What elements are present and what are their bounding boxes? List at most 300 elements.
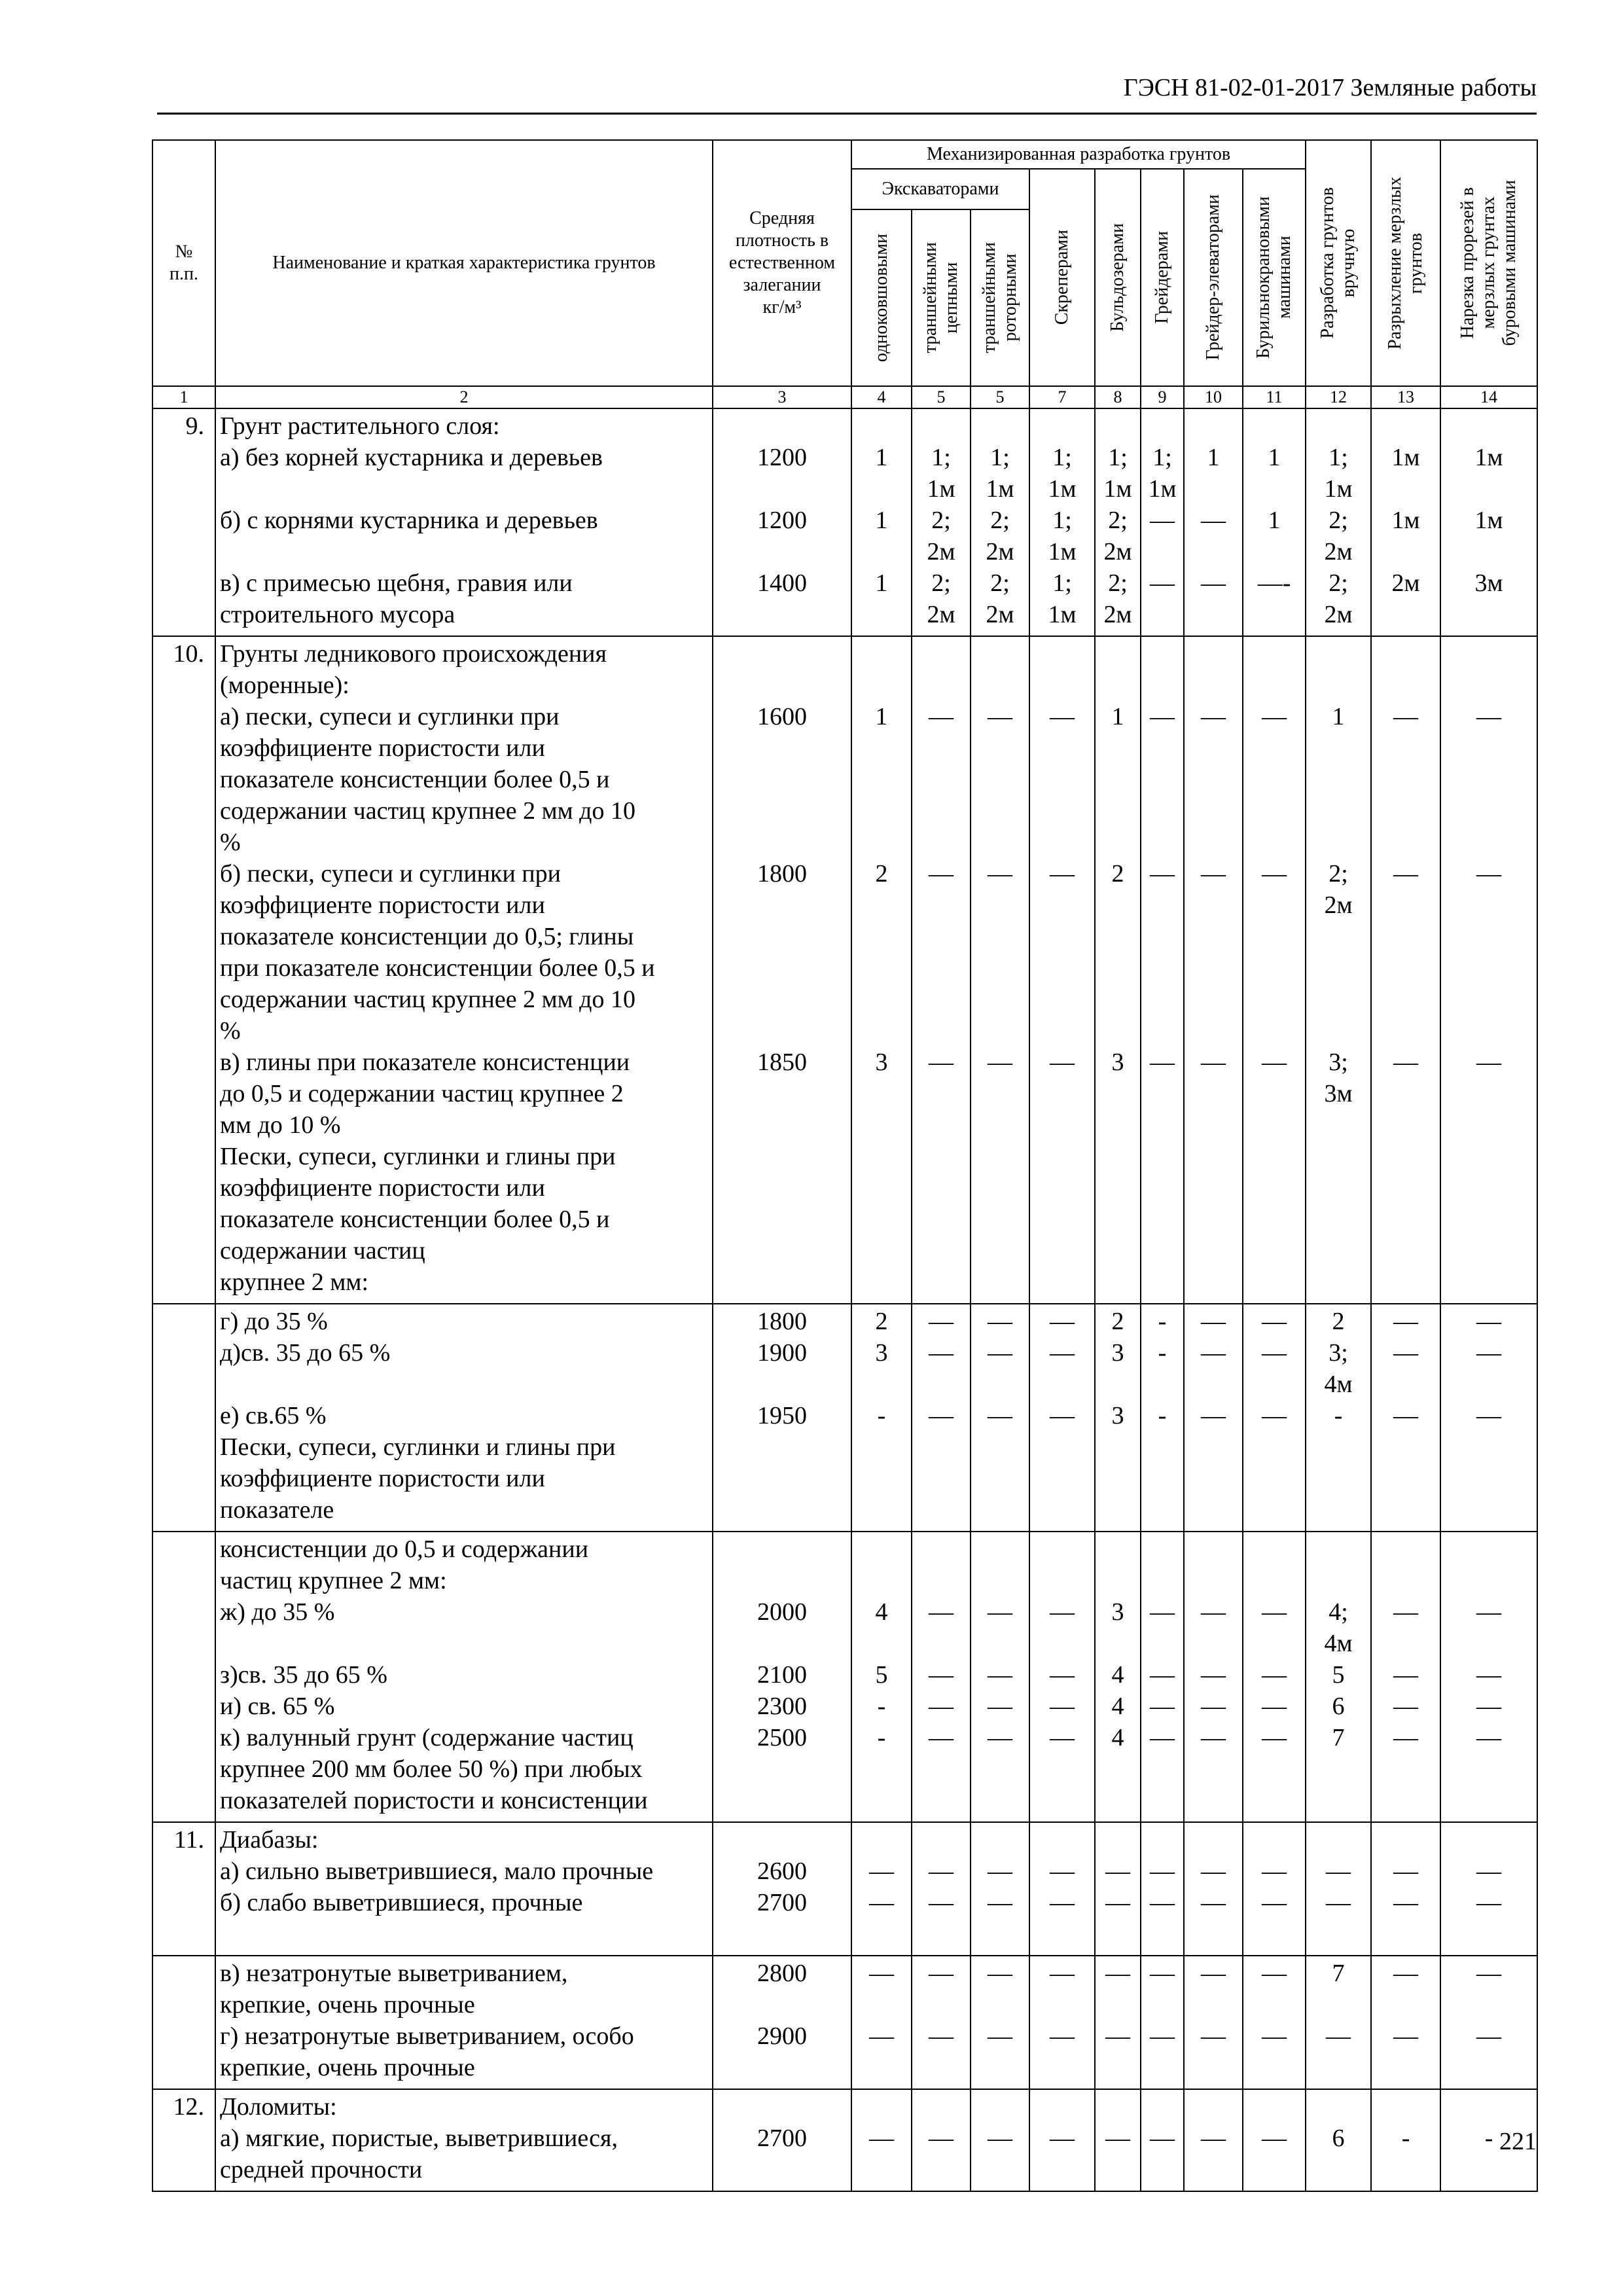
cell-value — [1098, 1785, 1137, 1816]
cell-value — [974, 1431, 1026, 1463]
cell-value — [1144, 1918, 1181, 1950]
cell-value: 3 — [1111, 1049, 1124, 1076]
cell-value — [974, 410, 1026, 442]
cell-value: — — [1326, 1889, 1351, 1916]
table-cell — [851, 1822, 912, 1956]
soil-description-line: к) валунный грунт (содержание частиц — [220, 1724, 633, 1751]
cell-value — [1098, 1235, 1137, 1266]
cell-value — [855, 921, 908, 952]
cell-value: 1 — [1268, 444, 1281, 471]
cell-value — [1144, 1628, 1181, 1659]
cell-value — [716, 1369, 848, 1400]
cell-value — [1033, 732, 1092, 764]
cell-value — [1144, 670, 1181, 701]
cell-value — [1444, 1109, 1534, 1141]
cell-value — [915, 732, 967, 764]
cell-value: — — [929, 1693, 954, 1720]
cell-value — [1444, 1753, 1534, 1785]
cell-value — [1033, 795, 1092, 827]
cell-value — [1098, 889, 1137, 921]
col5-header: траншейными цепными — [912, 209, 971, 386]
cell-value: — — [1050, 1960, 1075, 1987]
table-cell — [851, 1532, 912, 1822]
cell-value — [974, 2091, 1026, 2123]
cell-value: — — [929, 1857, 954, 1885]
cell-value — [1309, 1785, 1368, 1816]
cell-value — [1144, 1463, 1181, 1494]
col10-header: Грейдер-элеваторами — [1184, 169, 1243, 386]
cell-value: 2100 — [757, 1661, 807, 1689]
cell-value: - — [1158, 1402, 1167, 1429]
cell-value: 1 — [1268, 507, 1281, 534]
cell-value — [1144, 2052, 1181, 2083]
cell-value: 4; — [1329, 1598, 1348, 1626]
cell-value — [1144, 1266, 1181, 1298]
cell-value: — — [1476, 860, 1502, 888]
cell-value: — — [1476, 1661, 1502, 1689]
col-number: 5 — [912, 386, 971, 408]
cell-value — [855, 1494, 908, 1526]
soil-description-line: при показателе консистенции более 0,5 и — [220, 954, 655, 982]
cell-value: 1 — [1332, 703, 1345, 730]
cell-value — [855, 1078, 908, 1109]
cell-value: 1м — [1324, 475, 1353, 503]
cell-value — [1444, 1431, 1534, 1463]
cell-value — [1444, 1989, 1534, 2020]
cell-value — [1444, 473, 1534, 505]
cell-value: — — [1201, 1661, 1226, 1689]
cell-value: - — [1158, 1339, 1167, 1367]
cell-value — [1309, 1204, 1368, 1235]
cell-value — [1033, 1918, 1092, 1950]
cell-value — [1444, 795, 1534, 827]
cell-value: — — [1105, 2022, 1130, 2050]
cell-value — [1309, 1753, 1368, 1785]
cell-value — [1144, 410, 1181, 442]
cell-value: 4 — [1111, 1661, 1124, 1689]
cell-value: 2 — [875, 860, 888, 888]
table-cell — [1095, 1304, 1141, 1532]
cell-value: — — [1393, 1724, 1419, 1751]
cell-value — [1098, 1534, 1137, 1565]
table-cell — [1243, 636, 1306, 1304]
table-row — [152, 1532, 1537, 1822]
cell-value — [974, 952, 1026, 984]
cell-value: — — [929, 1598, 954, 1626]
cell-value — [1033, 921, 1092, 952]
cell-value — [855, 1463, 908, 1494]
cell-value: 1м — [1048, 601, 1077, 628]
table-cell — [1306, 636, 1371, 1304]
soil-description-line: в) глины при показателе консистенции — [220, 1049, 630, 1076]
cell-value: 1950 — [757, 1402, 807, 1429]
soil-description-line: е) св.65 % — [220, 1402, 327, 1429]
table-cell — [1141, 1304, 1184, 1532]
cell-value — [855, 473, 908, 505]
cell-value — [1374, 764, 1437, 795]
cell-value: — — [1050, 1049, 1075, 1076]
soil-description-line: средней прочности — [220, 2156, 423, 2183]
cell-value — [974, 1628, 1026, 1659]
cell-value — [855, 670, 908, 701]
cell-value — [1033, 764, 1092, 795]
cell-value — [1444, 1824, 1534, 1856]
document-title: ГЭСН 81-02-01-2017 Земляные работы — [1123, 74, 1537, 101]
table-cell — [152, 1532, 215, 1822]
col-number: 8 — [1095, 386, 1141, 408]
col11-header: Бурильнокрановыми машинами — [1243, 169, 1306, 386]
cell-value — [1374, 2091, 1437, 2123]
cell-value: — — [1150, 569, 1175, 597]
cell-value — [974, 764, 1026, 795]
col-number: 14 — [1440, 386, 1537, 408]
cell-value: - — [1401, 2125, 1410, 2152]
cell-value — [1098, 795, 1137, 827]
cell-value: — — [1201, 2125, 1226, 2152]
cell-value — [716, 1109, 848, 1141]
cell-value — [1144, 1109, 1181, 1141]
cell-value: — — [1393, 1339, 1419, 1367]
soil-description-line: в) незатронутые выветриванием, — [220, 1960, 568, 1987]
cell-value: — — [869, 1857, 894, 1885]
cell-value: 2500 — [757, 1724, 807, 1751]
cell-value — [1098, 827, 1137, 858]
cell-value: 3 — [1111, 1339, 1124, 1367]
table-cell — [152, 408, 215, 636]
cell-value — [1246, 795, 1302, 827]
cell-value — [1309, 1109, 1368, 1141]
soil-description-line: мм до 10 % — [220, 1111, 341, 1139]
cell-value — [1374, 732, 1437, 764]
cell-value — [1374, 2154, 1437, 2185]
table-row — [152, 1956, 1537, 2089]
cell-value — [1246, 1204, 1302, 1235]
cell-value — [915, 764, 967, 795]
table-cell — [1371, 2089, 1440, 2191]
cell-value — [1309, 670, 1368, 701]
cell-value — [1374, 1369, 1437, 1400]
cell-value — [974, 1824, 1026, 1856]
cell-value: 2 — [1332, 1308, 1345, 1335]
soil-description-line: (моренные): — [220, 672, 349, 699]
cell-value — [1374, 1109, 1437, 1141]
cell-value — [716, 921, 848, 952]
soil-description-line: строительного мусора — [220, 601, 455, 628]
cell-value: — — [1476, 1308, 1502, 1335]
cell-value — [855, 1369, 908, 1400]
cell-value — [1246, 2091, 1302, 2123]
soil-description-line: коэффициенте пористости или — [220, 734, 545, 762]
cell-value: — — [1262, 860, 1287, 888]
cell-value: 2; — [990, 507, 1010, 534]
cell-value — [1144, 984, 1181, 1015]
cell-value — [1246, 2052, 1302, 2083]
cell-value — [1309, 1015, 1368, 1047]
cell-value: — — [1476, 1960, 1502, 1987]
cell-value — [915, 410, 967, 442]
page-number: 221 — [1499, 2128, 1537, 2155]
cell-value: — — [1050, 1693, 1075, 1720]
cell-value: — — [1393, 1693, 1419, 1720]
cell-value — [716, 1565, 848, 1596]
soil-description-line: в) с примесью щебня, гравия или — [220, 569, 573, 597]
cell-value — [974, 1015, 1026, 1047]
cell-value: 2; — [931, 507, 951, 534]
cell-value — [1033, 1565, 1092, 1596]
cell-value: 1; — [990, 444, 1010, 471]
cell-value — [1444, 1266, 1534, 1298]
cell-value: — — [1150, 507, 1175, 534]
cell-value: 1200 — [757, 444, 807, 471]
cell-value — [1374, 1753, 1437, 1785]
table-cell — [1029, 636, 1095, 1304]
cell-value — [974, 1109, 1026, 1141]
col14-header: Нарезка прорезей в мерзлых грунтах буровыми машинами — [1440, 140, 1537, 386]
cell-value: 2м — [1324, 601, 1353, 628]
cell-value — [716, 732, 848, 764]
cell-value — [1033, 1463, 1092, 1494]
table-cell — [971, 1822, 1029, 1956]
cell-value — [1187, 1989, 1240, 2020]
table-cell — [1306, 1822, 1371, 1956]
cell-value — [1374, 1628, 1437, 1659]
cell-value — [974, 2154, 1026, 2185]
cell-value: — — [869, 1889, 894, 1916]
table-cell — [971, 1532, 1029, 1822]
cell-value: 3; — [1329, 1339, 1348, 1367]
cell-value — [1033, 1431, 1092, 1463]
table-cell — [912, 636, 971, 1304]
cell-value: — — [929, 860, 954, 888]
cell-value — [1444, 638, 1534, 670]
soil-description-line: консистенции до 0,5 и содержании — [220, 1535, 589, 1563]
cell-value: 2; — [1108, 507, 1128, 534]
cell-value — [1374, 984, 1437, 1015]
cell-value — [1309, 2154, 1368, 2185]
soil-description-line: Пески, супеси, суглинки и глины при — [220, 1143, 616, 1170]
cell-value — [716, 670, 848, 701]
cell-value: — — [1326, 1857, 1351, 1885]
table-cell — [1371, 1822, 1440, 1956]
cell-value — [1098, 1109, 1137, 1141]
cell-value — [1187, 1235, 1240, 1266]
cell-value: — — [1050, 1724, 1075, 1751]
cell-value: 2300 — [757, 1693, 807, 1720]
cell-value — [1033, 410, 1092, 442]
cell-value — [716, 952, 848, 984]
cell-value — [915, 1753, 967, 1785]
cell-value — [974, 1235, 1026, 1266]
cell-value — [1374, 1141, 1437, 1172]
cell-value — [1144, 1534, 1181, 1565]
cell-value — [1098, 732, 1137, 764]
cell-value — [1444, 670, 1534, 701]
cell-value — [1098, 1204, 1137, 1235]
cell-value — [716, 889, 848, 921]
cell-value: - — [877, 1693, 886, 1720]
cell-value: — — [1105, 1960, 1130, 1987]
cell-value — [1098, 1015, 1137, 1047]
cell-value — [1246, 1172, 1302, 1204]
cell-value: 1 — [875, 444, 888, 471]
cell-value: 2; — [1329, 569, 1348, 597]
cell-value: — — [1150, 1857, 1175, 1885]
cell-value: - — [1334, 1402, 1343, 1429]
table-cell — [1029, 2089, 1095, 2191]
table-cell — [1184, 1956, 1243, 2089]
table-cell — [1095, 1532, 1141, 1822]
cell-value — [1444, 1628, 1534, 1659]
cell-value — [1033, 889, 1092, 921]
table-cell — [215, 1956, 713, 2089]
table-cell — [713, 408, 851, 636]
cell-value — [716, 638, 848, 670]
cell-value — [1374, 638, 1437, 670]
cell-value: — — [1393, 1960, 1419, 1987]
table-cell — [1306, 1956, 1371, 2089]
cell-value — [1098, 921, 1137, 952]
cell-value — [1187, 1918, 1240, 1950]
col-number: 7 — [1029, 386, 1095, 408]
cell-value: — — [1150, 1049, 1175, 1076]
cell-value — [855, 984, 908, 1015]
cell-value — [1444, 984, 1534, 1015]
cell-value — [1033, 952, 1092, 984]
table-cell — [1029, 1956, 1095, 2089]
cell-value — [1444, 2154, 1534, 2185]
table-cell — [1141, 1822, 1184, 1956]
table-cell — [1184, 636, 1243, 1304]
cell-value — [1374, 795, 1437, 827]
cell-value — [1033, 1266, 1092, 1298]
cell-value — [1444, 1235, 1534, 1266]
cell-value — [1144, 1785, 1181, 1816]
cell-value: 7 — [1332, 1960, 1345, 1987]
cell-value: — — [1201, 1402, 1226, 1429]
cell-value — [1309, 638, 1368, 670]
table-cell — [1184, 2089, 1243, 2191]
cell-value: — — [1393, 860, 1419, 888]
cell-value — [1374, 2052, 1437, 2083]
cell-value — [855, 732, 908, 764]
table-cell — [1029, 1304, 1095, 1532]
cell-value — [716, 984, 848, 1015]
cell-value — [1309, 984, 1368, 1015]
cell-value — [1309, 1918, 1368, 1950]
cell-value: — — [1050, 860, 1075, 888]
cell-value — [1144, 1369, 1181, 1400]
cell-value — [1374, 1235, 1437, 1266]
cell-value — [1144, 1015, 1181, 1047]
cell-value — [1098, 1565, 1137, 1596]
soil-description-line: показателе консистенции более 0,5 и — [220, 1206, 610, 1233]
cell-value: — — [1150, 860, 1175, 888]
cell-value: — — [988, 1960, 1012, 1987]
cell-value — [1187, 410, 1240, 442]
cell-value: 3; — [1329, 1049, 1348, 1076]
cell-value — [716, 1534, 848, 1565]
soil-description-line: а) пески, супеси и суглинки при — [220, 703, 560, 730]
cell-value: — — [1201, 569, 1226, 597]
cell-value — [1098, 1172, 1137, 1204]
cell-value — [855, 1266, 908, 1298]
cell-value — [1444, 1918, 1534, 1950]
soil-description-line: а) сильно выветрившиеся, мало прочные — [220, 1857, 654, 1885]
cell-value — [1098, 2154, 1137, 2185]
cell-value — [1187, 1494, 1240, 1526]
cell-value: — — [1150, 1598, 1175, 1626]
table-cell — [912, 1532, 971, 1822]
cell-value — [716, 1628, 848, 1659]
cell-value: 1; — [1052, 507, 1072, 534]
table-cell — [713, 1956, 851, 2089]
soil-description-line: и) св. 65 % — [220, 1693, 335, 1720]
cell-value: — — [1326, 2022, 1351, 2050]
cell-value — [1309, 1565, 1368, 1596]
cell-value: - — [877, 1402, 886, 1429]
cell-value: — — [988, 1049, 1012, 1076]
cell-value — [1144, 2154, 1181, 2185]
cell-value: — — [1150, 2125, 1175, 2152]
cell-value — [915, 638, 967, 670]
cell-value — [974, 1204, 1026, 1235]
cell-value: — — [1050, 1889, 1075, 1916]
cell-value: — — [929, 1308, 954, 1335]
cell-value — [1144, 795, 1181, 827]
cell-value: — — [929, 1661, 954, 1689]
cell-value: 1; — [931, 444, 951, 471]
cell-value — [1309, 1235, 1368, 1266]
cell-value — [1374, 1785, 1437, 1816]
cell-value: — — [988, 1661, 1012, 1689]
cell-value — [974, 638, 1026, 670]
cell-value: 2; — [1329, 860, 1348, 888]
cell-value: — — [1105, 2125, 1130, 2152]
cell-value: — — [869, 1960, 894, 1987]
soil-description-line: показателе консистенции более 0,5 и — [220, 766, 610, 793]
cell-value — [1098, 638, 1137, 670]
table-cell — [1306, 408, 1371, 636]
cell-value — [1444, 599, 1534, 630]
table-cell — [215, 1822, 713, 1956]
cell-value: — — [1201, 703, 1226, 730]
cell-value — [716, 827, 848, 858]
table-cell — [152, 1304, 215, 1532]
table-cell — [1141, 1956, 1184, 2089]
cell-value: — — [1393, 1889, 1419, 1916]
cell-value: 1; — [1052, 569, 1072, 597]
cell-value — [1033, 2154, 1092, 2185]
table-cell — [215, 408, 713, 636]
cell-value: — — [929, 1402, 954, 1429]
cell-value: — — [1262, 2022, 1287, 2050]
cell-value: — — [1262, 1889, 1287, 1916]
cell-value — [855, 1109, 908, 1141]
cell-value — [1444, 732, 1534, 764]
cell-value: — — [1201, 1960, 1226, 1987]
table-cell — [1184, 1532, 1243, 1822]
cell-value — [855, 1015, 908, 1047]
cell-value — [1246, 1494, 1302, 1526]
cell-value: 4м — [1324, 1630, 1353, 1657]
cell-value — [1144, 952, 1181, 984]
cell-value — [1187, 1753, 1240, 1785]
cell-value — [1187, 1565, 1240, 1596]
cell-value — [1309, 921, 1368, 952]
table-cell — [1243, 1956, 1306, 2089]
cell-value — [716, 1141, 848, 1172]
soil-description-line: частиц крупнее 2 мм: — [220, 1567, 447, 1594]
